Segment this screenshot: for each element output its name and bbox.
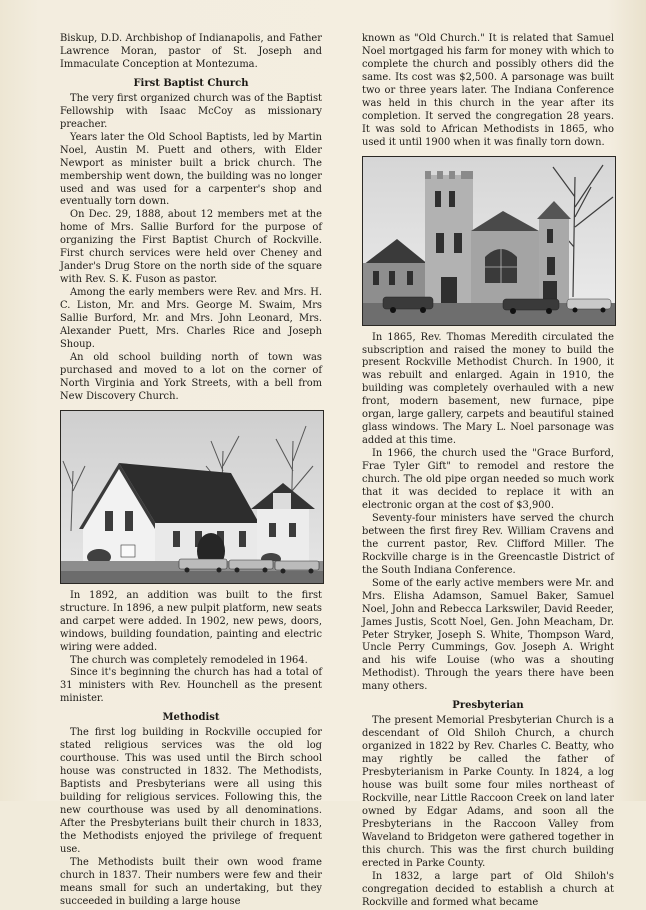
methodist-1966-paragraph: In 1966, the church used the "Grace Burford, Frae Tyler Gift" to remodel and restore the church. The old pipe organ needed so much work that it was decided to replace it with an electronic organ at the cost of $3,900. [362,448,614,511]
methodist-continued-paragraph: known as "Old Church." It is related that Samuel Noel mortgaged his farm for money with which to complete the church and possibly others did the same. Its cost was $2,500. A parsonage was built two or three years later. The Indiana Conference was held in this church in the year after its completion. It served the congregation 28 years. It was sold to African Methodists in 1865, who used it until 1900 when it was finally torn down. [362,33,614,148]
methodist-rebuild-paragraph: In 1865, Rev. Thomas Meredith circulated the subscription and raised the money to build the present Rockville Methodist Church. In 1900, it was rebuilt and enlarged. Again in 1910, the building was completely overhauled with a new front, modern basement, new furnace, pipe organ, large gallery, carpets and beautiful stained glass windows. The Mary L. Noel parsonage was added at this time. [362,331,614,447]
methodist-paragraph-1: The first log building in Rockville occupied for stated religious services was the old log courthouse. This was used until the Birch school house was constructed in 1832. The Methodists, Baptists and Presbyterians were all using this building for religious services. Following this, the new courthouse was used by all denominations. After the Presbyterians built their church in 1833, the Methodists enjoyed the privilege of frequent use. [60,727,322,855]
baptist-church-image [61,411,323,583]
baptist-church-photo [60,410,324,584]
intro-paragraph: Biskup, D.D. Archbishop of Indianapolis, and Father Lawrence Moran, pastor of St. Joseph and Immaculate Conception at Montezuma. [60,33,322,70]
baptist-addition-paragraph: In 1892, an addition was built to the first structure. In 1896, a new pulpit platform, new seats and carpet were added. In 1902, new pews, doors, windows, building foundation, painting and electric wiring were added. [60,589,322,653]
baptist-paragraph-4: Among the early members were Rev. and Mrs. H. C. Liston, Mr. and Mrs. George M. Swaim, Mrs Sallie Burford, Mr. and Mrs. John Leonard, Mrs. Alexander Puett, Mrs. Charles Rice and Joseph Shoup. [60,287,322,350]
methodist-paragraph-2: The Methodists built their own wood frame church in 1837. Their numbers were few and their means small for such an undertaking, but they succeeded in building a large house [60,856,322,907]
baptist-paragraph-3: On Dec. 29, 1888, about 12 members met at the home of Mrs. Sallie Burford for the purpose of organizing the First Baptist Church of Rockville. First church services were held over Cheney and Jander's Drug Store on the north side of the square with Rev. S. K. Fuson as pastor. [60,209,322,286]
baptist-heading: First Baptist Church [133,77,249,89]
presbyterian-paragraph-1: The present Memorial Presbyterian Church is a descendant of Old Shiloh Church, a church organized in 1822 by Rev. Charles C. Beatty, who may rightly be called the father of Presbyterianism in Parke County. In 1824, a log house was built some four miles northeast of Rockville, near Little Raccoon Creek on land later owned by Edgar Adams, and soon all the Presbyterians in the Raccoon Valley from Waveland to Bridgeton were gathered together in this church. This was the first church building erected in Parke County. [362,715,614,869]
right-column [362,33,614,910]
baptist-remodel-paragraph: The church was completely remodeled in 1964. [70,654,308,666]
methodist-church-image [363,157,615,325]
baptist-paragraph-1: The very first organized church was of the Baptist Fellowship with Isaac McCoy as missionary preacher. [60,92,322,130]
methodist-heading: Methodist [162,712,220,724]
presbyterian-heading: Presbyterian [452,700,524,712]
methodist-ministers-paragraph: Seventy-four ministers have served the church between the first firey Rev. William Cravens and the current pastor, Rev. Clifford Miller. The Rockville charge is in the Greencastle District of the South Indiana Conference. [362,512,614,576]
baptist-paragraph-5: An old school building north of town was purchased and moved to a lot on the corner of North Virginia and York Streets, with a bell from New Discovery Church. [60,351,322,402]
left-column [60,33,322,909]
methodist-members-paragraph: Some of the early active members were Mr. and Mrs. Elisha Adamson, Samuel Baker, Samuel Noel, John and Rebecca Larkswiler, David Reeder, James Justis, Scott Noel, Gen. John Meacham, Dr. Peter Stryker, Joseph S. White, Thompson Ward, Uncle Perry Cummings, Gov. Joseph A. Wright and his wife Louise (who was a shouting Methodist). Through the years there have been many others. [362,577,614,693]
methodist-church-photo [362,156,616,326]
presbyterian-paragraph-2: In 1832, a large part of Old Shiloh's congregation decided to establish a church at Rockville and formed what became [362,870,614,908]
baptist-ministers-paragraph: Since it's beginning the church has had a total of 31 ministers with Rev. Hounchell as the present minister. [60,667,322,705]
baptist-paragraph-2: Years later the Old School Baptists, led by Martin Noel, Austin M. Puett and others, with Elder Newport as minister built a brick church. The membership went down, the building was no longer used and was used for a carpenter's shop and eventually torn down. [60,131,322,208]
